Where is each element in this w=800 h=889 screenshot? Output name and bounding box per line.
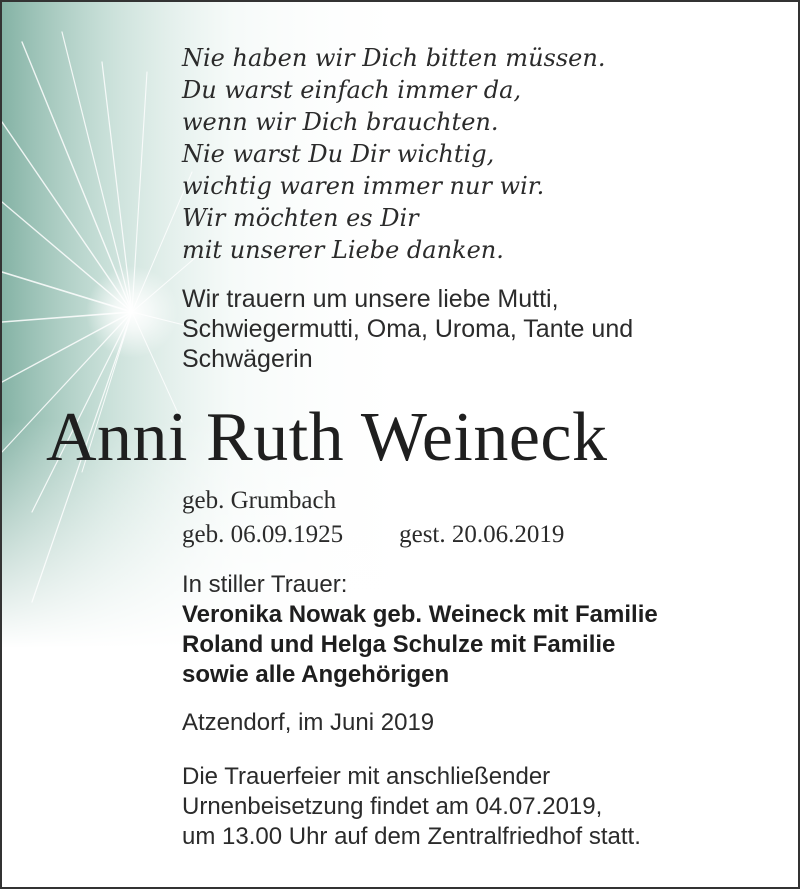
poem-line: Du warst einfach immer da, bbox=[182, 76, 522, 104]
funeral-service-info bbox=[182, 762, 641, 852]
poem-line: Wir möchten es Dir bbox=[182, 204, 419, 232]
deceased-name: Anni Ruth Weineck bbox=[46, 399, 608, 476]
poem-line: Nie haben wir Dich bitten müssen. bbox=[182, 44, 606, 72]
memorial-poem bbox=[182, 42, 605, 266]
service-line: Die Trauerfeier mit anschließender bbox=[182, 763, 551, 790]
mourner-line: Roland und Helga Schulze mit Familie bbox=[182, 631, 616, 658]
intro-line: Schwägerin bbox=[182, 345, 313, 373]
poem-line: Nie warst Du Dir wichtig, bbox=[182, 140, 495, 168]
service-line: um 13.00 Uhr auf dem Zentralfriedhof statt. bbox=[182, 823, 641, 850]
birth-date: geb. 06.09.1925 bbox=[182, 521, 344, 548]
service-line: Urnenbeisetzung findet am 04.07.2019, bbox=[182, 793, 603, 820]
place-date: Atzendorf, im Juni 2019 bbox=[182, 709, 435, 736]
maiden-name: geb. Grumbach bbox=[182, 487, 337, 514]
intro-line: Wir trauern um unsere liebe Mutti, bbox=[182, 285, 559, 313]
mourner-line: Veronika Nowak geb. Weineck mit Familie bbox=[182, 601, 658, 628]
mourning-intro bbox=[182, 284, 742, 374]
death-date: gest. 20.06.2019 bbox=[399, 521, 565, 548]
mourners-block bbox=[182, 570, 658, 690]
mourners-lead: In stiller Trauer: bbox=[182, 571, 348, 598]
poem-line: mit unserer Liebe danken. bbox=[182, 236, 504, 264]
intro-line: Schwiegermutti, Oma, Uroma, Tante und bbox=[182, 315, 634, 343]
poem-line: wenn wir Dich brauchten. bbox=[182, 108, 499, 136]
life-dates bbox=[182, 484, 564, 552]
dates-row bbox=[182, 518, 564, 552]
mourner-line: sowie alle Angehörigen bbox=[182, 661, 450, 688]
poem-line: wichtig waren immer nur wir. bbox=[182, 172, 545, 200]
